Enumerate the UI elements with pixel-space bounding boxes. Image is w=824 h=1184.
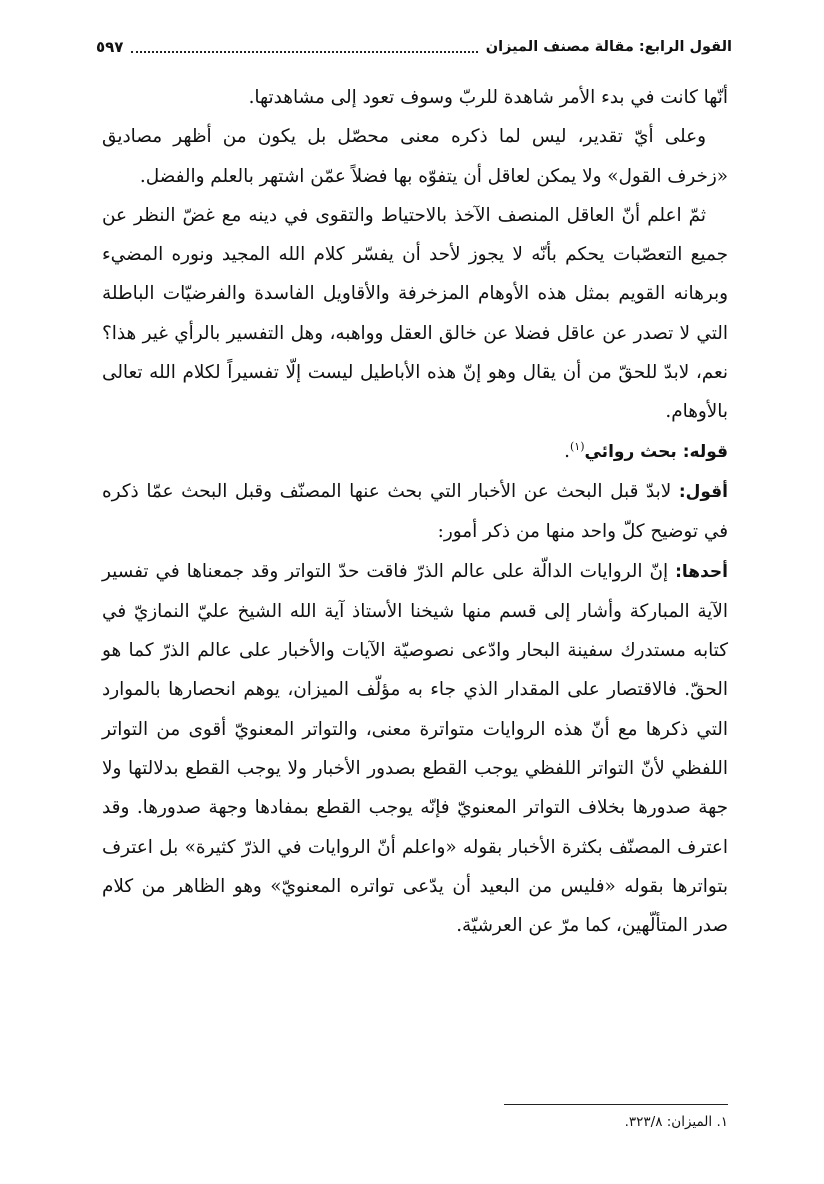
paragraph (102, 472, 728, 552)
paragraph-text: لابدّ قبل البحث عن الأخبار التي بحث عنها المصنّف وقبل البحث عمّا ذكره في توضيح كلّ واحد منها من ذكر أمور: (102, 480, 728, 543)
heading-tail: . (564, 440, 570, 462)
paragraph-lead: أحدها: (675, 561, 728, 582)
leader-dots (131, 51, 477, 53)
paragraph (102, 196, 728, 432)
paragraph (102, 552, 728, 946)
running-head (96, 34, 732, 60)
paragraph-text: ثمّ اعلم أنّ العاقل المنصف الآخذ بالاحتياط والتقوى في دينه مع غضّ النظر عن جميع التعصّبات يحكم بأنّه لا يجوز لأحد أن يفسّر كلام الله المجيد ونوره المضيء وبرهانه القويم بمثل هذه الأوهام المزخرفة والأقاويل الفاسدة والفرضيّات الباطلة التي لا تصدر عن عاقل فضلا عن خالق العقل وواهبه، وهل التفسير بالرأي غير هذا؟ نعم، لابدّ للحقّ من أن يقال وهو إنّ هذه الأباطيل ليست إلّا تفسيراً لكلام الله تعالى بالأوهام. (102, 204, 728, 423)
page-number: ٥٩٧ (96, 38, 124, 56)
paragraph-continuation (102, 78, 728, 117)
section-heading (102, 432, 728, 472)
footnote-reference: (١) (569, 439, 585, 453)
body-text (102, 78, 728, 946)
footnote (625, 1110, 728, 1134)
paragraph-lead: أقول: (678, 481, 728, 502)
paragraph-text: إنّ الروايات الدالّة على عالم الذرّ فاقت حدّ التواتر وقد جمعناها في تفسير الآية المباركة وأشار إلى قسم منها شيخنا الأستاذ آية الله الشيخ عليّ النمازيّ في كتابه مستدرك سفينة البحار وادّعى نصوصيّة الآيات والأخبار على عالم الذرّ كما هو الحقّ. فالاقتصار على المقدار الذي جاء به مؤلّف الميزان، يوهم انحصارها بالموارد التي ذكرها مع أنّ هذه الروايات متواترة معنى، والتواتر المعنويّ أقوى من التواتر اللفظي لأنّ التواتر اللفظي يوجب القطع بصدور الأخبار ولا يوجب القطع بدلالتها ولا جهة صدورها بخلاف التواتر المعنويّ فإنّه يوجب القطع بمفادها وجهة صدورها. وقد اعترف المصنّف بكثرة الأخبار بقوله «واعلم أنّ الروايات في الذرّ كثيرة» بل اعترف بتواترها بقوله «فليس من البعيد أن يدّعى تواتره المعنويّ» وهو الظاهر من كلام صدر المتألّهين، كما مرّ عن العرشيّة. (102, 560, 728, 937)
paragraph-text: أنّها كانت في بدء الأمر شاهدة للربّ وسوف تعود إلى مشاهدتها. (248, 87, 728, 108)
footnote-text: ١. الميزان: ٣٢٣/٨. (624, 1114, 728, 1130)
chapter-title: القول الرابع: مقالة مصنف الميزان (485, 39, 732, 55)
paragraph (102, 117, 728, 196)
footnote-separator (504, 1104, 728, 1105)
section-heading-text: قوله: بحث روائي (584, 441, 728, 462)
paragraph-text: وعلى أيّ تقدير، ليس لما ذكره معنى محصّل بل يكون من أظهر مصاديق «زخرف القول» ولا يمكن لعاقل أن يتفوّه بها فضلاً عمّن اشتهر بالعلم والفضل. (102, 126, 728, 187)
